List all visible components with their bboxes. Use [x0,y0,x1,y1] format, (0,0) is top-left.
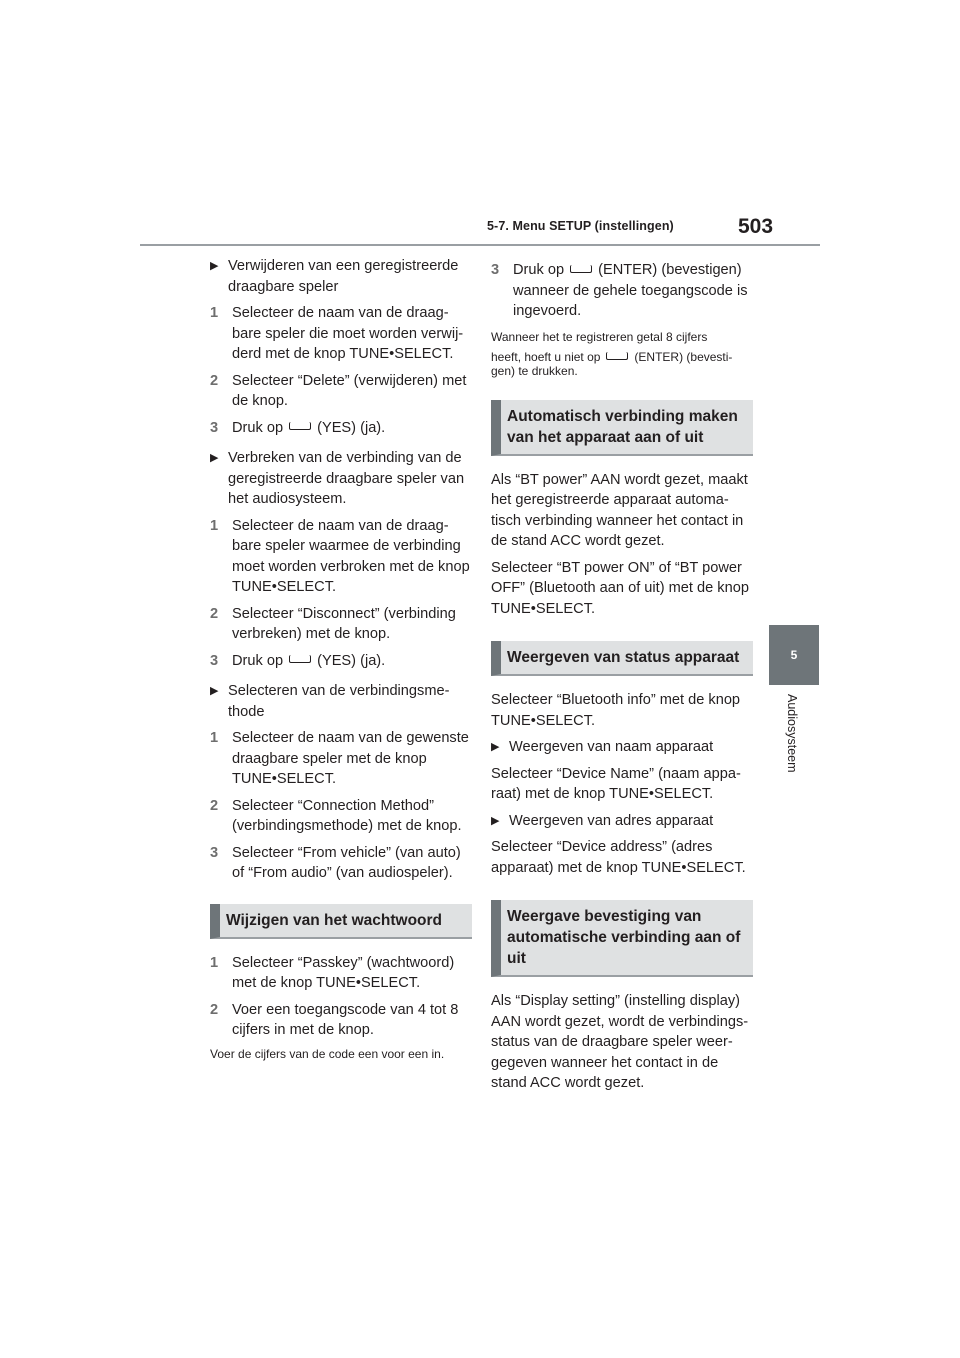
step-text: Selecteer “Connection Method” (verbindingsmethode) met de knop. [232,797,462,834]
bullet-text: Verbreken van de verbinding van de geregistreerde draagbare speler van het audiosysteem. [228,450,465,507]
step-number: 3 [491,262,500,278]
step-number: 1 [210,730,219,746]
bullet-item [210,448,472,510]
button-icon [289,655,311,663]
step-text [232,418,472,439]
step-number: 2 [210,372,219,389]
paragraph: Selecteer “BT power ON” of “BT power OFF” (Bluetooth aan of uit) met de knop TUNE•SELECT. [491,559,749,617]
step [210,651,472,672]
bullet-text: Weergeven van naam apparaat [509,739,714,755]
triangle-bullet-icon: ▶ [491,814,500,827]
bullet-item [210,256,472,297]
bullet-item [210,681,472,722]
step [210,604,472,645]
step-text: Selecteer “Disconnect” (verbinding verbreken) met de knop. [232,605,456,642]
step-text-post: (ENTER) (bevestigen) wanneer de gehele toegangscode is ingevoerd. [513,262,748,319]
step [210,303,472,365]
step [210,1000,472,1041]
step-text: Voer een toegangscode van 4 tot 8 cijfers in met de knop. [232,1001,459,1038]
bullet-text: Verwijderen van een geregistreerde draagbare speler [228,258,459,295]
step-text-post: (YES) (ja). [317,419,386,436]
section-title: 5-7. Menu SETUP (instellingen) [487,219,674,233]
section-heading: Wijzigen van het wachtwoord [210,904,472,939]
step [210,953,472,994]
bullet-item [491,737,753,758]
step-text [513,260,753,322]
chapter-tab-label: Audiosysteem [785,694,799,773]
note-text: Wanneer het te registreren getal 8 cijfers [491,329,708,344]
step-number: 1 [210,954,219,971]
left-column [210,256,472,1067]
step-number: 1 [210,517,219,534]
note-text: Voer de cijfers van de code een voor een in. [210,1046,445,1061]
step-number: 3 [210,419,219,436]
button-icon [606,352,628,360]
step-number: 3 [210,652,219,669]
step-text-pre: Druk op [513,262,565,278]
step [210,371,472,412]
step-text: Selecteer “From vehicle” (van auto) of “From audio” (van audiospeler). [232,844,461,881]
bullet-item [491,811,753,832]
section-heading: Automatisch verbinding maken van het apparaat aan of uit [491,400,753,456]
button-icon [570,265,592,273]
step-text: Selecteer de naam van de draag-bare speler die moet worden verwij-derd met de knop TUNE•SELECT. [232,305,464,362]
step-number: 2 [210,605,219,622]
paragraph: Selecteer “Bluetooth info” met de knop TUNE•SELECT. [491,692,741,729]
paragraph: Als “BT power” AAN wordt gezet, maakt het geregistreerde apparaat automa-tisch verbinding wanneer het contact in de stand ACC wordt gezet. [491,471,748,549]
step-number: 2 [210,797,219,814]
triangle-bullet-icon: ▶ [491,741,500,753]
step-text: Selecteer “Passkey” (wachtwoord) met de knop TUNE•SELECT. [232,954,455,991]
step-number: 1 [210,305,219,321]
step-text: Selecteer de naam van de draag-bare speler waarmee de verbinding moet worden verbroken met de knop TUNE•SELECT. [232,517,470,595]
button-icon [289,422,311,430]
bullet-text: Selecteren van de verbindingsme-thode [228,683,450,720]
paragraph: Als “Display setting” (instelling display) AAN wordt gezet, wordt de verbindings-status van de draagbare speler weer-gegeven wanneer het contact in de stand ACC wordt gezet. [491,993,749,1091]
note-text [491,350,753,378]
step-text-post: (YES) (ja). [317,652,386,669]
note-text-pre: heeft, hoeft u niet op [491,349,601,364]
step-text-pre: Druk op [232,652,284,669]
paragraph: Selecteer “Device address” (adres apparaat) met de knop TUNE•SELECT. [491,839,746,876]
chapter-tab[interactable]: 5 [769,625,819,685]
bullet-text: Weergeven van adres apparaat [509,812,714,829]
triangle-bullet-icon: ▶ [210,452,219,464]
section-heading: Weergeven van status apparaat [491,641,753,676]
step [210,516,472,598]
triangle-bullet-icon: ▶ [210,260,219,272]
step [210,796,472,837]
note-text-post: (ENTER) (bevesti-gen) te drukken. [491,349,733,378]
triangle-bullet-icon: ▶ [210,685,219,697]
step [491,260,753,322]
right-column [491,260,753,1100]
step-number: 2 [210,1001,219,1018]
step-text [232,651,472,672]
step-text: Selecteer de naam van de gewenste draagbare speler met de knop TUNE•SELECT. [232,730,469,787]
step-number: 3 [210,844,219,861]
step [210,728,472,790]
section-heading: Weergave bevestiging van automatische verbinding aan of uit [491,900,753,977]
step [210,418,472,439]
page-number: 503 [738,215,774,238]
step-text: Selecteer “Delete” (verwijderen) met de knop. [232,372,467,409]
step-text-pre: Druk op [232,419,284,436]
header-divider [140,244,820,246]
paragraph: Selecteer “Device Name” (naam appa-raat) met de knop TUNE•SELECT. [491,765,741,802]
step [210,843,472,884]
